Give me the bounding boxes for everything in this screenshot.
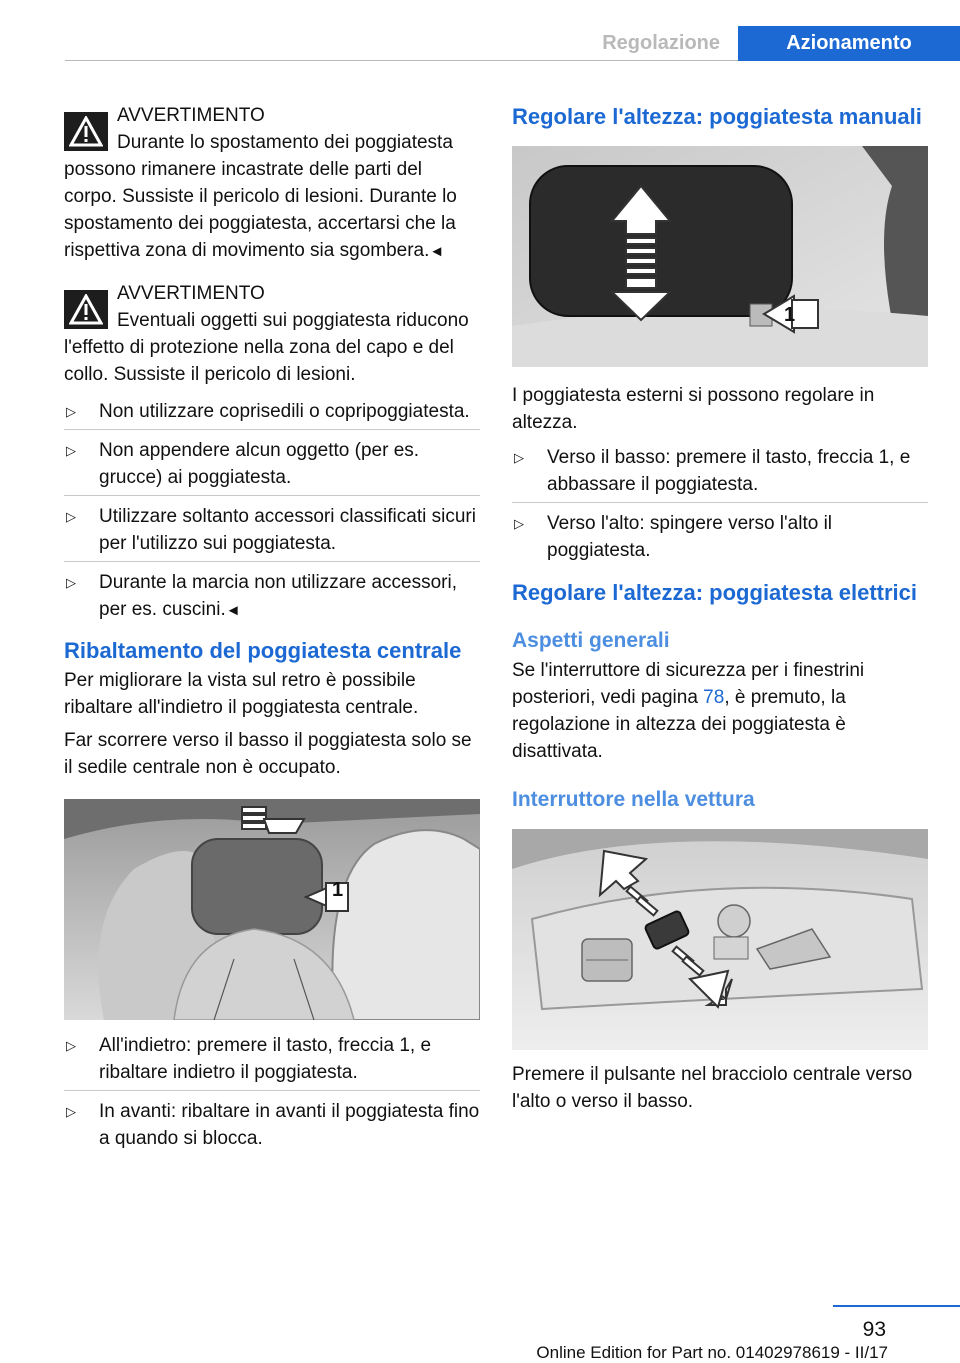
end-mark: ◄ [225,602,241,619]
paragraph: I poggiatesta esterni si possono regolare in altezza. [512,385,875,433]
page-reference-link[interactable]: 78 [703,687,725,708]
paragraph: Se l'interruttore di sicurezza per i finestrini posteriori, vedi pagina 78, è premuto, la regolazione in altezza dei poggiatesta è disattivata. [512,660,865,762]
list-item: ▷ All'indietro: premere il tasto, freccia 1, e ribaltare indietro il poggiatesta. [64,1032,480,1091]
list-item: ▷ Verso il basso: premere il tasto, freccia 1, e abbassare il poggiatesta. [512,444,928,503]
bullet-triangle-icon: ▷ [66,509,76,524]
footer-rule [833,1305,960,1307]
bullet-triangle-icon: ▷ [514,516,524,531]
subsection-heading: Aspetti generali [512,629,670,652]
section-heading: Ribaltamento del poggiatesta centrale [64,638,462,663]
list-item: ▷ Non appendere alcun oggetto (per es. grucce) ai poggiatesta. [64,430,480,496]
warning-title: AVVERTIMENTO [117,105,265,126]
warning-text: Eventuali oggetti sui poggiatesta riducono l'effetto di protezione nella zona del capo e del collo. Sussiste il pericolo di lesioni. [64,310,469,385]
manual-bullet-list [512,444,928,564]
figure-callout-label: 1 [784,304,796,326]
bullet-triangle-icon: ▷ [66,575,76,590]
central-bullet-list [64,1032,480,1152]
warning-bullet-list [64,398,480,624]
list-item: ▷ Verso l'alto: spingere verso l'alto il poggiatesta. [512,503,928,564]
paragraph: Premere il pulsante nel bracciolo centrale verso l'alto o verso il basso. [512,1064,913,1112]
header-section: Regolazione [602,32,720,54]
warning-triangle-icon [64,290,108,329]
right-column [512,100,928,1115]
seat-switch-illustration [512,829,928,1050]
warning-text: Durante lo spostamento dei poggiatesta possono rimanere incastrate delle parti del corpo. Sussiste il pericolo di lesioni. Durante lo spostamento dei poggiatesta, accertarsi che la rispettiva zona di movimento sia sgombera. [64,132,457,261]
paragraph: Far scorrere verso il basso il poggiatesta solo se il sedile centrale non è occupato. [64,730,472,778]
warning-triangle-icon [64,112,108,151]
list-item: ▷ In avanti: ribaltare in avanti il poggiatesta fino a quando si blocca. [64,1091,480,1152]
subsection-heading: Interruttore nella vettura [512,788,755,811]
bullet-triangle-icon: ▷ [66,1038,76,1053]
figure-callout-label: 1 [332,879,344,901]
manual-headrest-illustration [512,146,928,367]
header-chapter-tab: Azionamento [738,26,960,61]
section-heading: Regolare l'altezza: poggiatesta elettrici [512,580,918,605]
bullet-triangle-icon: ▷ [66,443,76,458]
figure-manual-headrest [512,146,928,367]
central-headrest-illustration [64,799,480,1020]
page-header [65,26,960,62]
list-item: ▷ Utilizzare soltanto accessori classificati sicuri per l'utilizzo sui poggiatesta. [64,496,480,562]
figure-seat-switch [512,829,928,1050]
paragraph: Per migliorare la vista sul retro è possibile ribaltare all'indietro il poggiatesta centrale. [64,670,419,718]
bullet-triangle-icon: ▷ [66,1104,76,1119]
warning-block-1 [64,100,480,265]
bullet-triangle-icon: ▷ [66,404,76,419]
end-mark: ◄ [429,243,445,260]
figure-central-headrest [64,799,480,1020]
list-item: ▷ Durante la marcia non utilizzare accessori, per es. cuscini.◄ [64,562,480,624]
warning-title: AVVERTIMENTO [117,283,265,304]
edition-info: Online Edition for Part no. 01402978619 - II/17 [536,1343,888,1362]
page-number: 93 [862,1318,886,1341]
section-heading: Regolare l'altezza: poggiatesta manuali [512,104,922,129]
bullet-triangle-icon: ▷ [514,450,524,465]
warning-block-2 [64,278,480,388]
list-item: ▷ Non utilizzare coprisedili o copripoggiatesta. [64,398,480,430]
left-column [64,100,480,1152]
